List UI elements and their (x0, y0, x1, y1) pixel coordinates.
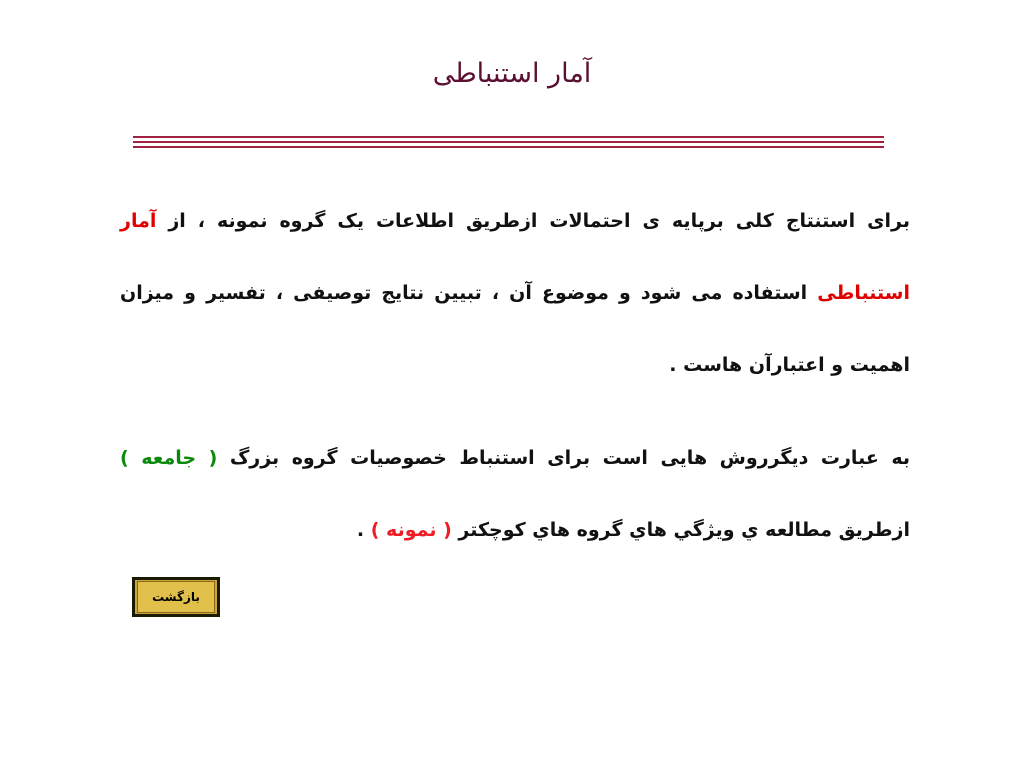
paragraph-inferential-definition (120, 185, 910, 401)
title-divider (133, 136, 884, 148)
back-button[interactable] (132, 577, 220, 617)
highlight-term: آمار استنباطی (120, 210, 910, 304)
divider-line (133, 146, 884, 148)
highlight-population: ( جامعه ) (120, 447, 218, 469)
paragraph-text: برای استنتاج کلی برپایه ی احتمالات ازطریق اطلاعات یک گروه نمونه ، از (156, 210, 910, 232)
paragraph-text: استفاده می شود و موضوع آن ، تبیین نتایج توصیفی ، تفسیر و میزان اهمیت و اعتبارآن هاست . (120, 282, 910, 376)
paragraph-text: به عبارت دیگرروش هایی است برای استنباط خصوصیات گروه بزرگ (217, 447, 910, 469)
divider-line (133, 141, 884, 143)
paragraph-text: ازطریق مطالعه ي ويژگي هاي گروه هاي كوچكتر (451, 519, 910, 541)
paragraph-text: . (356, 519, 371, 541)
back-button-frame (135, 580, 217, 614)
paragraph-inferential-explanation (120, 422, 910, 566)
divider-line (133, 136, 884, 138)
back-button-label: بازگشت (137, 581, 215, 613)
highlight-sample: ( نمونه ) (370, 519, 452, 541)
slide-title: آمار استنباطی (432, 58, 592, 89)
